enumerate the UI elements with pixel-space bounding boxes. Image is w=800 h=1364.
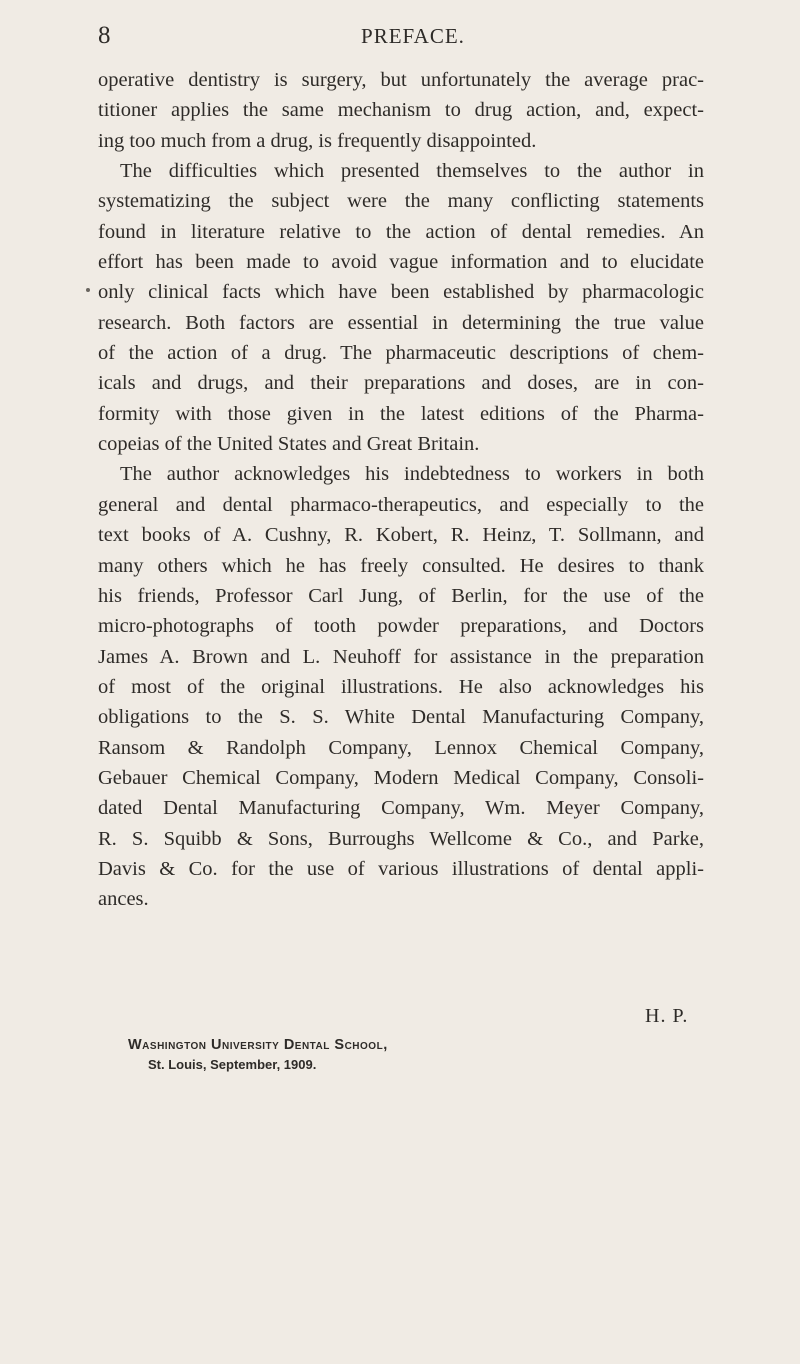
text-line: icals and drugs, and their preparations and doses, are in con- bbox=[98, 372, 704, 395]
text-line: micro-photographs of tooth powder preparations, and Doctors bbox=[98, 615, 704, 638]
text-line: obligations to the S. S. White Dental Manufacturing Company, bbox=[98, 706, 704, 729]
text-line: many others which he has freely consulted. He desires to thank bbox=[98, 554, 704, 577]
text-line: formity with those given in the latest editions of the Pharma- bbox=[98, 402, 704, 425]
text-line: copeias of the United States and Great Britain. bbox=[98, 433, 480, 456]
text-line: R. S. Squibb & Sons, Burroughs Wellcome & Co., and Parke, bbox=[98, 827, 704, 850]
text-line: titioner applies the same mechanism to drug action, and, expect- bbox=[98, 99, 704, 122]
preface-body bbox=[98, 65, 704, 915]
text-line: Ransom & Randolph Company, Lennox Chemical Company, bbox=[98, 736, 704, 759]
text-line: The difficulties which presented themselves to the author in bbox=[120, 160, 704, 183]
text-line: research. Both factors are essential in determining the true value bbox=[98, 311, 704, 334]
text-line: of the action of a drug. The pharmaceutic descriptions of chem- bbox=[98, 342, 704, 365]
running-head: PREFACE. bbox=[361, 24, 465, 48]
page-number: 8 bbox=[98, 22, 111, 49]
text-line: general and dental pharmaco-therapeutics, and especially to the bbox=[98, 493, 704, 516]
text-line: his friends, Professor Carl Jung, of Berlin, for the use of the bbox=[98, 584, 704, 607]
text-line: systematizing the subject were the many conflicting statements bbox=[98, 190, 704, 213]
dateline-place: St. Louis, September, 1909. bbox=[148, 1057, 317, 1072]
dateline-school: Washington University Dental School, bbox=[128, 1037, 388, 1053]
text-line: operative dentistry is surgery, but unfortunately the average prac- bbox=[98, 69, 704, 91]
text-line: only clinical facts which have been established by pharmacologic bbox=[98, 281, 704, 304]
text-line: effort has been made to avoid vague information and to elucidate bbox=[98, 251, 704, 274]
text-line: found in literature relative to the action of dental remedies. An bbox=[98, 220, 704, 243]
text-line: ances. bbox=[98, 888, 149, 911]
text-line: text books of A. Cushny, R. Kobert, R. Heinz, T. Sollmann, and bbox=[98, 524, 704, 547]
text-line: The author acknowledges his indebtedness to workers in both bbox=[120, 463, 704, 486]
text-line: Gebauer Chemical Company, Modern Medical Company, Consoli- bbox=[98, 766, 704, 789]
dateline bbox=[128, 1036, 388, 1074]
margin-mark bbox=[86, 288, 90, 292]
text-line: Davis & Co. for the use of various illustrations of dental appli- bbox=[98, 857, 704, 880]
text-line: of most of the original illustrations. He also acknowledges his bbox=[98, 675, 704, 698]
author-initials: H. P. bbox=[645, 1005, 689, 1027]
text-line: James A. Brown and L. Neuhoff for assistance in the preparation bbox=[98, 645, 704, 668]
text-line: ing too much from a drug, is frequently disappointed. bbox=[98, 129, 537, 152]
text-line: dated Dental Manufacturing Company, Wm. Meyer Company, bbox=[98, 797, 704, 820]
